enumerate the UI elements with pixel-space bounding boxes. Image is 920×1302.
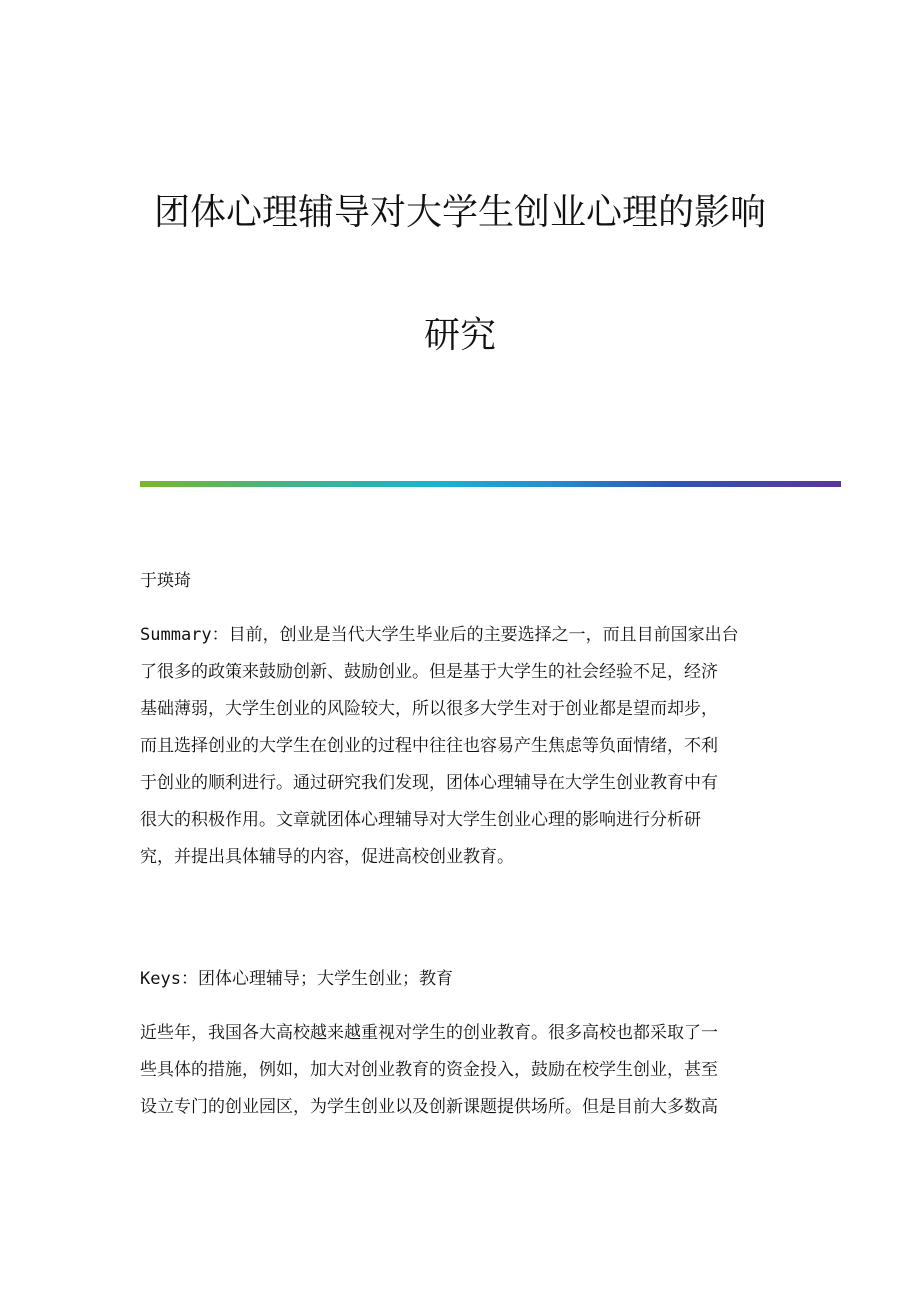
intro-paragraph: [140, 1015, 780, 1126]
author-name: 于瑛琦: [140, 571, 191, 591]
abstract-line: 了很多的政策来鼓励创新、鼓励创业。但是基于大学生的社会经验不足，经济: [140, 662, 718, 682]
abstract-line: 而且选择创业的大学生在创业的过程中往往也容易产生焦虑等负面情绪，不利: [140, 736, 718, 756]
title-divider: [140, 481, 841, 487]
document-title-line-2: 研究: [423, 315, 496, 356]
abstract-line: 基础薄弱，大学生创业的风险较大，所以很多大学生对于创业都是望而却步，: [140, 699, 718, 719]
intro-line: 些具体的措施，例如，加大对创业教育的资金投入，鼓励在校学生创业，甚至: [140, 1060, 718, 1080]
abstract-paragraph: [140, 617, 780, 876]
abstract-line: 究，并提出具体辅导的内容，促进高校创业教育。: [140, 847, 514, 867]
abstract-line: Summary：目前，创业是当代大学生毕业后的主要选择之一，而且目前国家出台: [140, 625, 739, 645]
keywords-line: Keys：团体心理辅导；大学生创业；教育: [140, 969, 453, 989]
abstract-line: 于创业的顺利进行。通过研究我们发现，团体心理辅导在大学生创业教育中有: [140, 773, 718, 793]
abstract-line: 很大的积极作用。文章就团体心理辅导对大学生创业心理的影响进行分析研: [140, 810, 701, 830]
intro-line: 近些年，我国各大高校越来越重视对学生的创业教育。很多高校也都采取了一: [140, 1023, 718, 1043]
document-title-line-1: 团体心理辅导对大学生创业心理的影响: [153, 192, 766, 233]
intro-line: 设立专门的创业园区，为学生创业以及创新课题提供场所。但是目前大多数高: [140, 1097, 718, 1117]
